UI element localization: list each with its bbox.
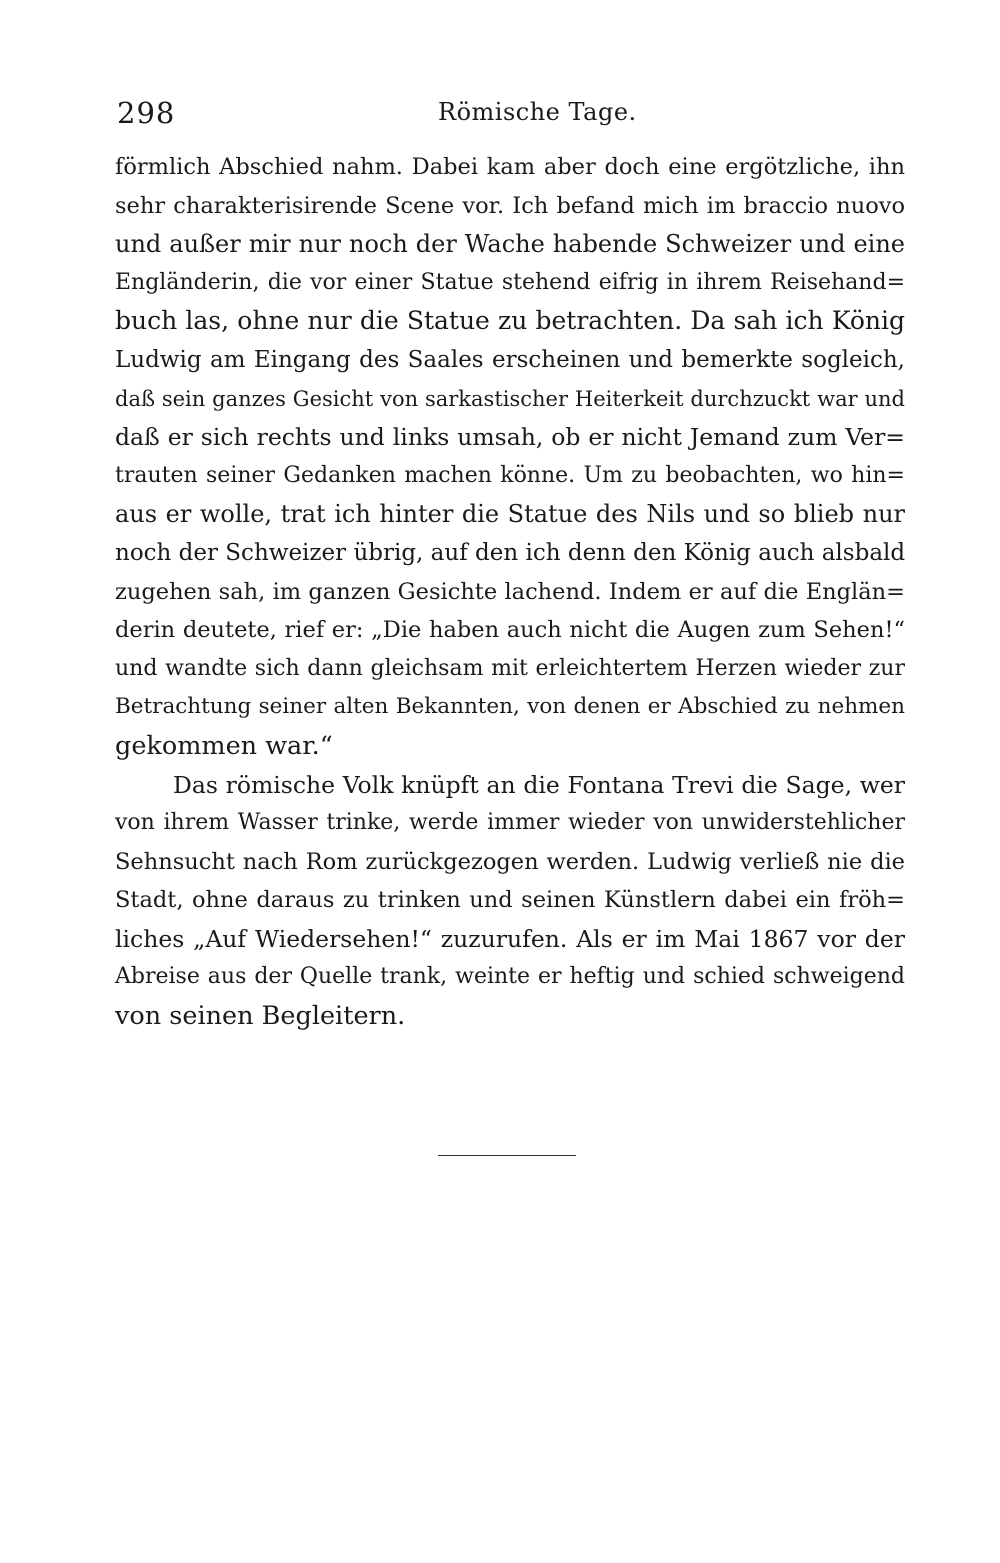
text-line: daß er sich rechts und links umsah, ob er nicht Jemand zum Ver=: [115, 423, 905, 452]
text-line: und außer mir nur noch der Wache habende Schweizer und eine: [115, 230, 905, 259]
text-line: derin deutete, rief er: „Die haben auch nicht die Augen zum Sehen!“: [115, 617, 905, 644]
body-text: [115, 148, 905, 1036]
text-line: Engländerin, die vor einer Statue stehend eifrig in ihrem Reisehand=: [115, 269, 905, 295]
text-line: daß sein ganzes Gesicht von sarkastischer Heiterkeit durchzuckt war und: [115, 386, 905, 411]
running-title: Römische Tage.: [438, 98, 637, 126]
text-line: und wandte sich dann gleichsam mit erleichtertem Herzen wieder zur: [115, 655, 905, 681]
text-line: Betrachtung seiner alten Bekannten, von denen er Abschied zu nehmen: [115, 694, 905, 720]
paragraph: [115, 148, 905, 766]
text-line: Ludwig am Eingang des Saales erscheinen und bemerkte sogleich,: [115, 346, 905, 373]
text-line: gekommen war.“: [115, 730, 333, 761]
text-line: zugehen sah, im ganzen Gesichte lachend. Indem er auf die Englän=: [115, 578, 905, 605]
text-line: von seinen Begleitern.: [115, 1001, 406, 1032]
page-number: 298: [117, 96, 176, 130]
text-line: Das römische Volk knüpft an die Fontana Trevi die Sage, wer: [173, 770, 905, 799]
text-line: Stadt, ohne daraus zu trinken und seinen Künstlern dabei ein fröh=: [115, 887, 905, 914]
text-line: von ihrem Wasser trinke, werde immer wieder von unwiderstehlicher: [115, 810, 905, 836]
text-line: noch der Schweizer übrig, auf den ich denn den König auch alsbald: [115, 539, 906, 566]
paragraph: [115, 766, 905, 1036]
text-line: liches „Auf Wiedersehen!“ zuzurufen. Als er im Mai 1867 vor der: [115, 924, 905, 953]
text-line: buch las, ohne nur die Statue zu betrachten. Da sah ich König: [115, 306, 905, 336]
text-line: trauten seiner Gedanken machen könne. Um zu beobachten, wo hin=: [115, 462, 905, 488]
text-line: Abreise aus der Quelle trank, weinte er heftig und schied schweigend: [115, 964, 905, 990]
text-line: sehr charakterisirende Scene vor. Ich befand mich im braccio nuovo: [115, 192, 905, 219]
text-line: förmlich Abschied nahm. Dabei kam aber doch eine ergötzliche, ihn: [115, 154, 905, 180]
end-rule: [438, 1155, 576, 1156]
text-line: aus er wolle, trat ich hinter die Statue des Nils und so blieb nur: [115, 500, 905, 529]
text-line: Sehnsucht nach Rom zurückgezogen werden. Ludwig verließ nie die: [115, 848, 905, 875]
